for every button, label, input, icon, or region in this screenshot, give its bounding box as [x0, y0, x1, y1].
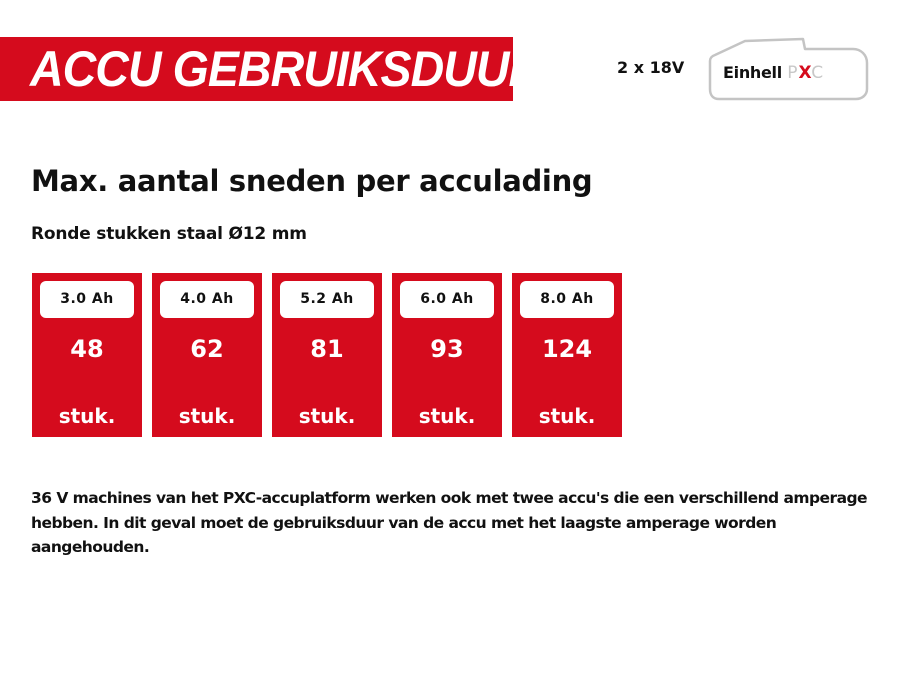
- logo-letter-x: X: [798, 63, 812, 83]
- cut-unit: stuk.: [298, 404, 356, 428]
- battery-capacity-badge: 6.0 Ah: [400, 281, 494, 318]
- cut-count: 93: [430, 335, 464, 363]
- battery-capacity-badge: 5.2 Ah: [280, 281, 374, 318]
- voltage-label: 2 x 18V: [617, 58, 685, 77]
- cut-unit: stuk.: [538, 404, 596, 428]
- cut-unit: stuk.: [178, 404, 236, 428]
- battery-card: [32, 273, 142, 437]
- logo-letter-p: P: [787, 63, 799, 83]
- battery-card: [152, 273, 262, 437]
- title-banner: [0, 37, 542, 101]
- battery-capacity-badge: 8.0 Ah: [520, 281, 614, 318]
- section-subheading: Ronde stukken staal Ø12 mm: [31, 224, 307, 244]
- logo-letter-c: C: [811, 63, 825, 83]
- section-heading: Max. aantal sneden per acculading: [31, 164, 593, 198]
- battery-capacity-badge: 4.0 Ah: [160, 281, 254, 318]
- page-title: ACCU GEBRUIKSDUUR: [30, 41, 542, 97]
- cut-unit: stuk.: [418, 404, 476, 428]
- cut-count: 48: [70, 335, 104, 363]
- einhell-pxc-logo: [707, 35, 873, 103]
- cut-count: 62: [190, 335, 224, 363]
- logo-brand: Einhell: [723, 63, 782, 82]
- cut-unit: stuk.: [58, 404, 116, 428]
- battery-capacity-badge: 3.0 Ah: [40, 281, 134, 318]
- battery-card: [512, 273, 622, 437]
- battery-card: [272, 273, 382, 437]
- cut-count: 81: [310, 335, 344, 363]
- logo-wordmark: [723, 63, 824, 83]
- battery-card: [392, 273, 502, 437]
- cut-count: 124: [541, 335, 593, 363]
- footnote-text: 36 V machines van het PXC-accuplatform werken ook met twee accu's die een verschillend amperage hebben. In dit geval moet de gebruiksduur van de accu met het laagste amperage worden aangehouden.: [31, 489, 867, 556]
